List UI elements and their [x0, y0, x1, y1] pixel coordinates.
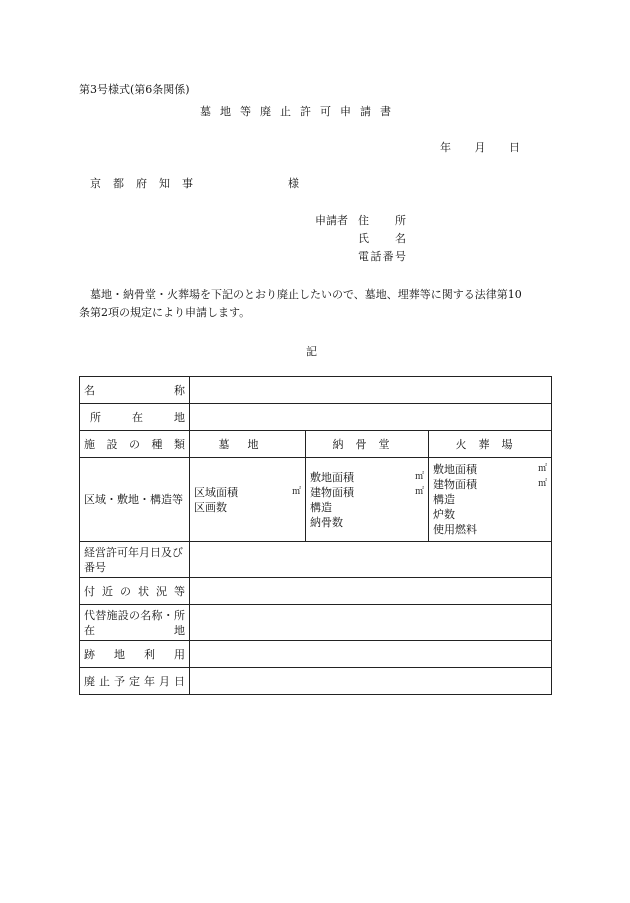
year-label: 年: [440, 141, 451, 154]
type-cemetery: 墓地: [190, 431, 306, 458]
table-row: [80, 431, 552, 458]
addressee-name: 京都府知事: [90, 177, 205, 190]
table-row: [80, 377, 552, 404]
list-item: 区域面積 ㎡: [194, 485, 301, 499]
table-row: [80, 458, 552, 542]
type-crematory: 火葬場: [429, 431, 552, 458]
list-item: 敷地面積 ㎡: [310, 470, 424, 484]
applicant-address-label: 住所: [358, 214, 406, 227]
crematory-details[interactable]: [429, 458, 552, 542]
list-item: 炉数: [433, 508, 455, 521]
ki-heading: 記: [306, 345, 317, 358]
addressee-honorific: 様: [288, 177, 299, 190]
form-number-label: 第3号様式(第6条関係): [79, 83, 190, 96]
table-row: [80, 605, 552, 641]
document-title: 墓地等廃止許可申請書: [200, 105, 400, 118]
ossuary-items: [310, 470, 424, 530]
application-statement: [79, 286, 559, 322]
applicant-phone-label: 電話番号: [358, 250, 406, 263]
structure-label: 区域・敷地・構造等: [80, 458, 190, 542]
list-item: 構造: [433, 493, 455, 506]
table-row: [80, 578, 552, 605]
permit-field[interactable]: [190, 542, 552, 578]
list-item: 使用燃料: [433, 523, 477, 536]
crematory-items: [433, 462, 547, 537]
surroundings-label: 付近の状況等: [80, 578, 190, 605]
application-table: [79, 376, 552, 695]
statement-line-1: 墓地・納骨堂・火葬場を下記のとおり廃止したいので、墓地、埋葬等に関する法律第10: [90, 288, 522, 301]
location-label: 所在地: [80, 404, 190, 431]
permit-label: 経営許可年月日及び番号: [80, 542, 190, 578]
facility-type-label: 施設の種類: [80, 431, 190, 458]
surroundings-field[interactable]: [190, 578, 552, 605]
ossuary-details[interactable]: [306, 458, 429, 542]
table-row: [80, 641, 552, 668]
statement-line-2: 条第2項の規定により申請します。: [79, 306, 251, 319]
list-item: 区画数: [194, 500, 227, 514]
table-row: [80, 668, 552, 695]
list-item: 敷地面積 ㎡: [433, 463, 547, 476]
type-ossuary: 納骨堂: [306, 431, 429, 458]
name-label: 名称: [80, 377, 190, 404]
site-use-label: 跡地利用: [80, 641, 190, 668]
alternative-facility-label: 代替施設の名称・所在地: [80, 605, 190, 641]
list-item: 建物面積 ㎡: [433, 478, 547, 491]
applicant-fields: [358, 212, 406, 266]
planned-date-field[interactable]: [190, 668, 552, 695]
cemetery-details[interactable]: [190, 458, 306, 542]
month-label: 月: [474, 141, 486, 154]
applicant-label: 申請者: [315, 214, 348, 227]
list-item: 建物面積 ㎡: [310, 485, 424, 499]
cemetery-items: [194, 485, 301, 515]
list-item: 構造: [310, 500, 332, 514]
table-row: [80, 542, 552, 578]
applicant-name-label: 氏名: [358, 232, 406, 245]
location-field[interactable]: [190, 404, 552, 431]
planned-date-label: 廃止予定年月日: [80, 668, 190, 695]
date-line: [440, 139, 540, 155]
list-item: 納骨数: [310, 515, 343, 529]
site-use-field[interactable]: [190, 641, 552, 668]
day-label: 日: [509, 141, 520, 154]
name-field[interactable]: [190, 377, 552, 404]
table-row: [80, 404, 552, 431]
alternative-facility-field[interactable]: [190, 605, 552, 641]
